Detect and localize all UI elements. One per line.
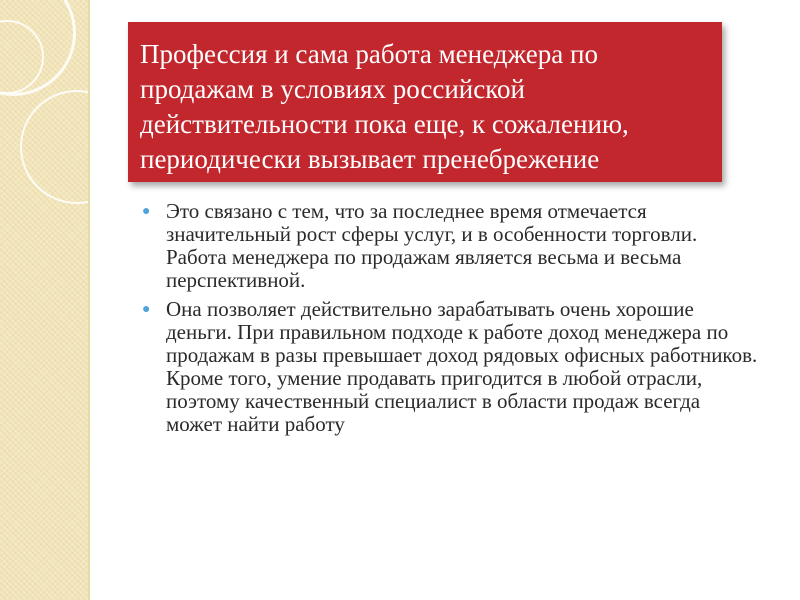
slide-title: Профессия и сама работа менеджера по продажам в условиях российской действительности пока еще, к сожалению, периодически вызывает пренебрежение: [140, 39, 629, 174]
bullet-text: Она позволяет действительно зарабатывать очень хорошие деньги. При правильном подходе к работе доход менеджера по продажам в разы превышает доход рядовых офисных работников. Кроме того, умение продавать пригодится в любой отрасли, поэтому качественный специалист в области продаж всегда может найти работу: [166, 297, 758, 436]
left-decorative-band: [0, 0, 88, 600]
band-edge-divider: [88, 0, 90, 600]
bullet-dot-icon: ●: [142, 204, 151, 219]
slide-content: [140, 200, 760, 442]
slide-title-box: [128, 22, 722, 182]
bullet-item: [140, 298, 760, 436]
bullet-list: [140, 200, 760, 436]
decorative-ring-icon: [20, 90, 134, 204]
bullet-text: Это связано с тем, что за последнее время отмечается значительный рост сферы услуг, и в особенности торговли. Работа менеджера по продажам является весьма и весьма перспективной.: [166, 199, 698, 292]
bullet-dot-icon: ●: [142, 302, 151, 317]
bullet-item: [140, 200, 760, 292]
